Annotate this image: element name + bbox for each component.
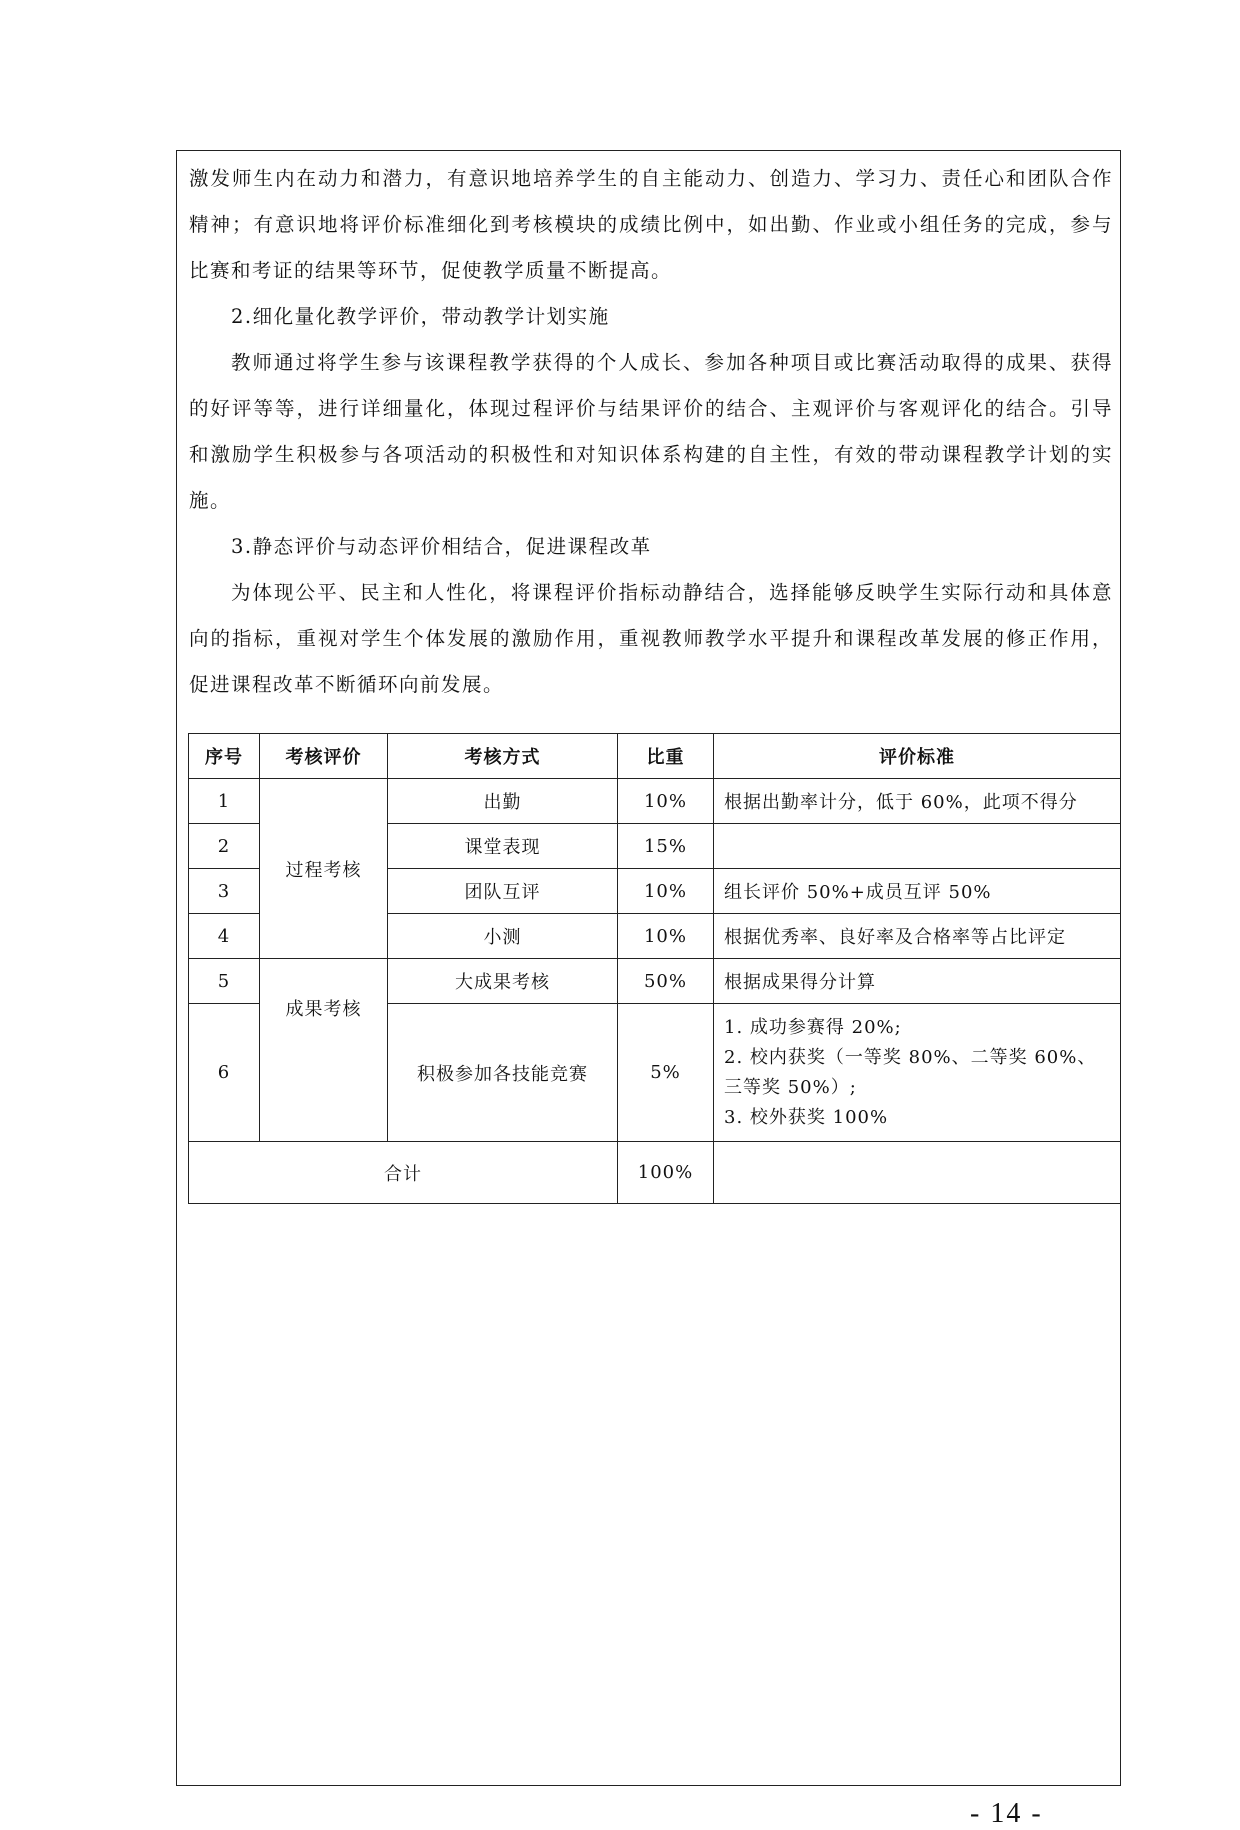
cell-standard-list xyxy=(714,1004,1121,1142)
cell-total-label: 合计 xyxy=(189,1142,618,1204)
cell-weight: 5% xyxy=(618,1004,714,1142)
cell-weight: 15% xyxy=(618,824,714,869)
cell-method: 积极参加各技能竞赛 xyxy=(388,1004,618,1142)
cell-no: 5 xyxy=(189,959,260,1004)
cell-standard: 根据优秀率、良好率及合格率等占比评定 xyxy=(714,914,1121,959)
header-assessment: 考核评价 xyxy=(260,734,388,779)
cell-weight: 10% xyxy=(618,779,714,824)
cell-standard: 根据成果得分计算 xyxy=(714,959,1121,1004)
paragraph-line: 激发师生内在动力和潜力，有意识地培养学生的自主能动力、创造力、学习力、责任心和团队合作 xyxy=(189,167,1113,190)
cell-no: 2 xyxy=(189,824,260,869)
section-heading-2: 2.细化量化教学评价，带动教学计划实施 xyxy=(231,305,610,328)
cell-group-outcome: 成果考核 xyxy=(260,959,388,1142)
paragraph-line: 教师通过将学生参与该课程教学获得的个人成长、参加各种项目或比赛活动取得的成果、获得 xyxy=(231,351,1113,374)
table-row xyxy=(189,959,1121,1004)
cell-no: 3 xyxy=(189,869,260,914)
paragraph-line: 施。 xyxy=(189,489,232,512)
cell-weight: 50% xyxy=(618,959,714,1004)
cell-no: 1 xyxy=(189,779,260,824)
table-total-row xyxy=(189,1142,1121,1204)
cell-group-process: 过程考核 xyxy=(260,779,388,959)
paragraph-line: 为体现公平、民主和人性化，将课程评价指标动静结合，选择能够反映学生实际行动和具体意 xyxy=(231,581,1113,604)
paragraph-line: 向的指标，重视对学生个体发展的激励作用，重视教师教学水平提升和课程改革发展的修正作用， xyxy=(189,627,1113,650)
cell-weight: 10% xyxy=(618,914,714,959)
table-row xyxy=(189,779,1121,824)
paragraph-line: 精神；有意识地将评价标准细化到考核模块的成绩比例中，如出勤、作业或小组任务的完成，参与 xyxy=(189,213,1113,236)
paragraph-line: 的好评等等，进行详细量化，体现过程评价与结果评价的结合、主观评价与客观评化的结合。引导 xyxy=(189,397,1113,420)
cell-total-standard xyxy=(714,1142,1121,1204)
header-method: 考核方式 xyxy=(388,734,618,779)
cell-no: 4 xyxy=(189,914,260,959)
paragraph-line: 比赛和考证的结果等环节，促使教学质量不断提高。 xyxy=(189,259,673,282)
paragraph-line: 和激励学生积极参与各项活动的积极性和对知识体系构建的自主性，有效的带动课程教学计划的实 xyxy=(189,443,1113,466)
standard-line: 3. 校外获奖 100% xyxy=(724,1106,889,1128)
cell-standard xyxy=(714,824,1121,869)
cell-method: 出勤 xyxy=(388,779,618,824)
cell-no: 6 xyxy=(189,1004,260,1142)
header-no: 序号 xyxy=(189,734,260,779)
standard-line: 1. 成功参赛得 20%; xyxy=(724,1016,902,1038)
standard-line: 2. 校内获奖（一等奖 80%、二等奖 60%、 xyxy=(724,1046,1097,1068)
cell-method: 大成果考核 xyxy=(388,959,618,1004)
page-number: - 14 - xyxy=(970,1798,1043,1829)
standard-line: 三等奖 50%）; xyxy=(724,1076,857,1098)
cell-weight: 10% xyxy=(618,869,714,914)
table-header-row xyxy=(189,734,1121,779)
cell-method: 课堂表现 xyxy=(388,824,618,869)
paragraph-line: 促进课程改革不断循环向前发展。 xyxy=(189,673,505,696)
cell-total-weight: 100% xyxy=(618,1142,714,1204)
header-weight: 比重 xyxy=(618,734,714,779)
cell-method: 小测 xyxy=(388,914,618,959)
cell-standard: 根据出勤率计分，低于 60%，此项不得分 xyxy=(714,779,1121,824)
section-heading-3: 3.静态评价与动态评价相结合，促进课程改革 xyxy=(231,535,652,558)
cell-standard: 组长评价 50%+成员互评 50% xyxy=(714,869,1121,914)
assessment-table xyxy=(188,733,1121,1204)
header-standard: 评价标准 xyxy=(714,734,1121,779)
cell-method: 团队互评 xyxy=(388,869,618,914)
